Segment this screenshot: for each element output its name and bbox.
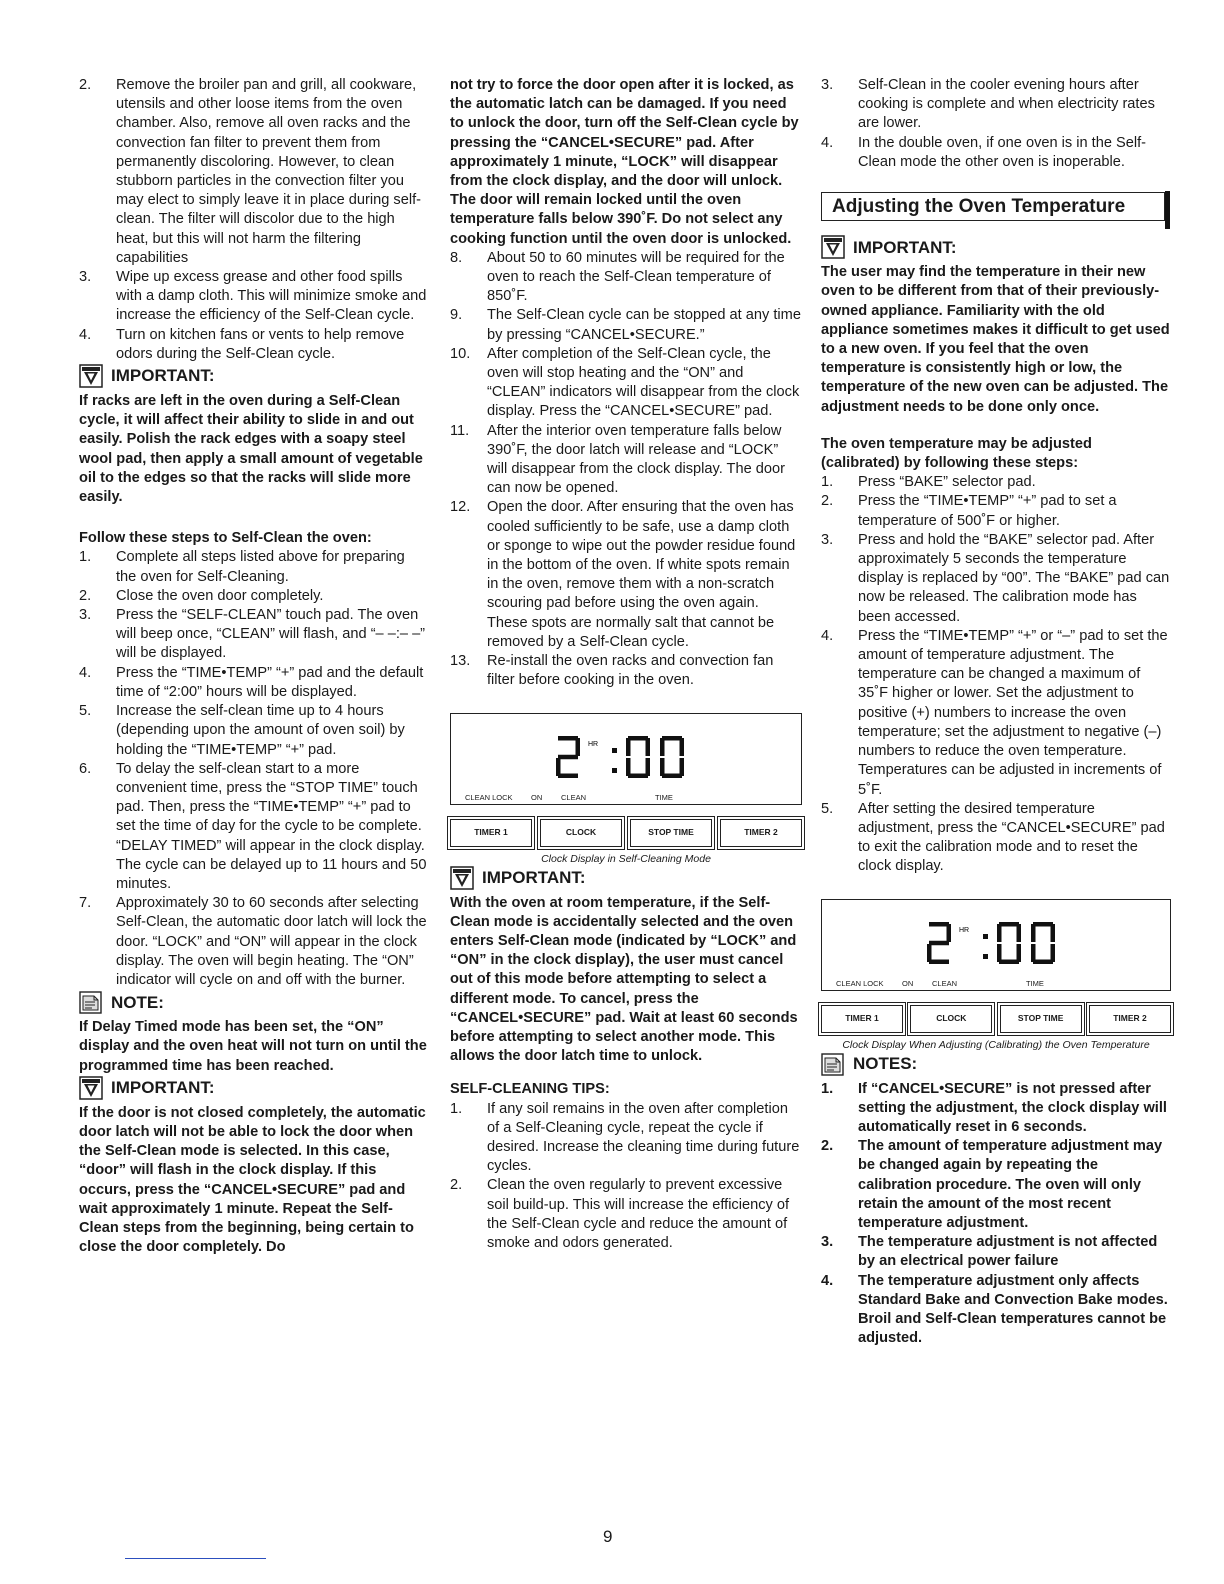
list-item-text: If any soil remains in the oven after completion of a Self-Cleaning cycle, repeat the cycle if desired. Increase the cleaning time during future cycles. bbox=[487, 1100, 800, 1175]
display-segment bbox=[558, 754, 578, 759]
list-item bbox=[821, 473, 1171, 492]
section-title-text: Adjusting the Oven Temperature bbox=[832, 196, 1126, 218]
indicator-time: TIME bbox=[1026, 978, 1044, 988]
display-colon-top bbox=[612, 748, 617, 753]
indicator-clean: CLEAN bbox=[932, 978, 958, 988]
list-item-text: Re-install the oven racks and convection fan filter before cooking in the oven. bbox=[487, 653, 774, 689]
display-segment bbox=[929, 940, 949, 945]
list-item-number: 2. bbox=[79, 77, 92, 93]
display-segment bbox=[1033, 922, 1053, 927]
list-item-number: 8. bbox=[450, 249, 463, 266]
list-item-text: The Self-Clean cycle can be stopped at any time by pressing “CANCEL•SECURE.” bbox=[487, 307, 801, 343]
important-label: IMPORTANT: bbox=[111, 1078, 215, 1098]
list-item-text: About 50 to 60 minutes will be required for the oven to reach the Self-Clean temperature of 850˚F. bbox=[487, 249, 785, 305]
calibration-notes bbox=[821, 1080, 1171, 1349]
list-item bbox=[821, 76, 1171, 134]
display-segment bbox=[927, 944, 932, 962]
important-icon bbox=[821, 235, 845, 259]
clock-button[interactable]: CLOCK bbox=[540, 819, 622, 847]
note-callout bbox=[79, 990, 427, 1014]
list-item-text: In the double oven, if one oven is in the Self-Clean mode the other oven is inoperable. bbox=[858, 134, 1147, 170]
list-item bbox=[79, 587, 427, 606]
display-segment bbox=[929, 959, 949, 964]
display-segment bbox=[662, 773, 682, 778]
list-item-text: Press the “TIME•TEMP” “+” pad to set a temperature of 500˚F or higher. bbox=[858, 493, 1117, 529]
list-item-number: 4. bbox=[821, 134, 834, 151]
display-segment bbox=[628, 773, 648, 778]
display-segment bbox=[556, 758, 561, 776]
clock-button[interactable]: CLOCK bbox=[910, 1005, 992, 1033]
display-segment bbox=[1051, 924, 1056, 942]
list-item-number: 3. bbox=[79, 269, 92, 286]
list-item bbox=[450, 652, 802, 690]
prep-list bbox=[79, 76, 427, 364]
list-item-number: 4. bbox=[821, 1272, 834, 1289]
display-segment bbox=[646, 758, 651, 776]
list-item-text: After completion of the Self-Clean cycle, the oven will stop heating and the “ON” and “CLEAN” indicators will disappear from the clock display. Press the “CANCEL•SECURE” pad. bbox=[487, 345, 800, 420]
list-item-number: 7. bbox=[79, 895, 92, 912]
list-item-text: Press “BAKE” selector pad. bbox=[858, 474, 1036, 491]
list-item-number: 2. bbox=[821, 493, 834, 510]
figure-caption-calibration: Clock Display When Adjusting (Calibrating) the Oven Temperature bbox=[842, 1038, 1150, 1051]
important-callout-room-temp bbox=[450, 866, 802, 890]
list-item bbox=[450, 498, 802, 652]
list-item-text: If “CANCEL•SECURE” is not pressed after setting the adjustment, the clock display will automatically reset in 6 seconds. bbox=[858, 1080, 1167, 1135]
list-item-text: To delay the self-clean start to a more convenient time, press the “STOP TIME” touch pad. Then, press the “TIME•TEMP” “+” pad to set the time of day for the cycle to be complete. “DELAY TIMED” will appear in the clock display. The cycle can be delayed up to 11 hours and 50 minutes. bbox=[116, 760, 427, 892]
note-icon bbox=[821, 1052, 845, 1076]
stop-time-button[interactable]: STOP TIME bbox=[630, 819, 712, 847]
list-item-text: Press the “TIME•TEMP” “+” pad and the default time of “2:00” hours will be displayed. bbox=[116, 664, 424, 700]
indicator-time: TIME bbox=[655, 792, 673, 802]
indicator-on: ON bbox=[531, 792, 543, 802]
display-segment bbox=[558, 736, 578, 741]
important-label: IMPORTANT: bbox=[482, 867, 586, 887]
clock-buttons-self-clean bbox=[450, 819, 802, 847]
important-callout-racks bbox=[79, 364, 427, 388]
list-item-number: 2. bbox=[79, 587, 92, 604]
list-item-number: 1. bbox=[450, 1100, 463, 1117]
list-item bbox=[821, 1080, 1171, 1138]
list-item-text: Self-Clean in the cooler evening hours after cooking is complete and when electricity rates are lower. bbox=[858, 77, 1155, 132]
list-item-number: 3. bbox=[821, 1234, 834, 1251]
display-segment bbox=[558, 773, 578, 778]
clock-buttons-calibration bbox=[821, 1005, 1171, 1033]
clock-display-self-clean bbox=[450, 713, 802, 805]
notes-label: NOTES: bbox=[853, 1053, 918, 1073]
list-item bbox=[79, 894, 427, 990]
display-colon-bottom bbox=[612, 768, 617, 773]
display-segment bbox=[662, 736, 682, 741]
list-item bbox=[821, 800, 1171, 877]
self-clean-steps-heading: Follow these steps to Self-Clean the oven: bbox=[79, 530, 372, 547]
stop-time-button[interactable]: STOP TIME bbox=[1000, 1005, 1082, 1033]
display-segment bbox=[626, 758, 631, 776]
timer1-button[interactable]: TIMER 1 bbox=[821, 1005, 903, 1033]
calibration-steps bbox=[821, 473, 1171, 876]
list-item-number: 1. bbox=[79, 549, 92, 566]
display-segment bbox=[660, 738, 665, 756]
note-icon bbox=[79, 990, 103, 1014]
column-left bbox=[79, 76, 427, 1257]
list-item bbox=[79, 326, 427, 364]
display-segment bbox=[999, 922, 1019, 927]
indicator-clean-lock: CLEAN LOCK bbox=[836, 978, 884, 988]
list-item-number: 5. bbox=[79, 703, 92, 720]
self-clean-steps-continued bbox=[450, 249, 802, 691]
self-clean-steps bbox=[79, 548, 427, 990]
list-item bbox=[450, 345, 802, 422]
clock-display-calibration bbox=[821, 899, 1171, 991]
indicator-on: ON bbox=[902, 978, 914, 988]
door-lock-continued-text: not try to force the door open after it is locked, as the automatic latch can be damaged. If you need to unlock the door, turn off the Self-Clean cycle by pressing the “CANCEL•SECURE” pad. After approximately 1 minute, “LOCK” will disappear from the clock display, and the door will unlock. The door will remain locked until the oven temperature falls below 390˚F. Do not select any cooking function until the oven door is unlocked. bbox=[450, 77, 799, 247]
list-item-number: 1. bbox=[821, 474, 834, 491]
list-item bbox=[821, 1233, 1171, 1271]
list-item-number: 9. bbox=[450, 307, 463, 324]
list-item-number: 4. bbox=[79, 664, 92, 681]
important-icon bbox=[79, 364, 103, 388]
list-item-number: 11. bbox=[450, 422, 470, 439]
list-item-text: Press the “TIME•TEMP” “+” or “–” pad to set the amount of temperature adjustment. The temperature can be changed a maximum of 35˚F higher or lower. Set the adjustment to positive (+) numbers to increase the oven temperature; set the adjustment to negative (–) numbers to reduce the oven temperature. Temperatures can be adjusted in increments of 5˚F. bbox=[858, 627, 1168, 798]
display-hr-label: HR bbox=[959, 926, 970, 934]
display-segment bbox=[997, 924, 1002, 942]
display-segment bbox=[1017, 924, 1022, 942]
list-item-text: Close the oven door completely. bbox=[116, 587, 324, 604]
display-digits bbox=[556, 736, 696, 788]
display-segment bbox=[997, 944, 1002, 962]
column-right bbox=[821, 76, 1171, 1348]
list-item-number: 13. bbox=[450, 653, 471, 670]
display-segment bbox=[1017, 944, 1022, 962]
list-item-number: 5. bbox=[821, 800, 834, 817]
list-item-number: 3. bbox=[821, 531, 834, 548]
display-segment bbox=[646, 738, 651, 756]
display-segment bbox=[929, 922, 949, 927]
display-segment bbox=[1033, 959, 1053, 964]
list-item bbox=[450, 1176, 802, 1253]
list-item-number: 3. bbox=[79, 607, 92, 624]
list-item-text: Increase the self-clean time up to 4 hours (depending upon the amount of oven soil) by holding the “TIME•TEMP” “+” pad. bbox=[116, 703, 405, 758]
list-item-number: 10. bbox=[450, 345, 471, 362]
self-cleaning-tips bbox=[450, 1100, 802, 1254]
section-title-bar bbox=[1165, 191, 1170, 229]
list-item-text: After the interior oven temperature falls below 390˚F, the door latch will release and “LOCK” will disappear from the clock display. The door can now be opened. bbox=[487, 422, 785, 497]
list-item-text: The amount of temperature adjustment may be changed again by repeating the calibration procedure. The oven will only retain the amount of the most recent temperature adjustment. bbox=[858, 1138, 1163, 1231]
display-hr-label: HR bbox=[588, 740, 599, 748]
list-item-number: 2. bbox=[450, 1177, 463, 1194]
note-text: If Delay Timed mode has been set, the “ON” display and the oven heat will not turn on until the programmed time has been reached. bbox=[79, 1019, 427, 1074]
important-callout-temperature bbox=[821, 235, 1171, 259]
list-item-number: 3. bbox=[821, 77, 834, 93]
display-segment bbox=[999, 959, 1019, 964]
page-number: 9 bbox=[603, 1527, 613, 1546]
list-item-text: The temperature adjustment only affects Standard Bake and Convection Bake modes. Broil and Self-Clean temperatures cannot be adjusted. bbox=[858, 1272, 1168, 1347]
timer2-button[interactable]: TIMER 2 bbox=[720, 819, 802, 847]
section-title-adjusting-temperature bbox=[821, 192, 1165, 221]
important-icon bbox=[450, 866, 474, 890]
list-item bbox=[450, 306, 802, 344]
list-item bbox=[821, 134, 1171, 172]
list-item bbox=[450, 422, 802, 499]
list-item bbox=[821, 627, 1171, 800]
display-segment bbox=[680, 758, 685, 776]
list-item bbox=[79, 606, 427, 664]
list-item-text: Clean the oven regularly to prevent excessive soil build-up. This will increase the efficiency of the Self-Clean cycle and reduce the amount of smoke and odors generated. bbox=[487, 1177, 790, 1251]
self-cleaning-tips-heading: SELF-CLEANING TIPS: bbox=[450, 1081, 610, 1098]
timer2-button[interactable]: TIMER 2 bbox=[1089, 1005, 1171, 1033]
timer1-button[interactable]: TIMER 1 bbox=[450, 819, 532, 847]
self-cleaning-tips-continued bbox=[821, 76, 1171, 172]
important-label: IMPORTANT: bbox=[111, 366, 215, 386]
list-item-text: Open the door. After ensuring that the oven has cooled sufficiently to be safe, use a damp cloth or sponge to wipe out the powder residue found in the bottom of the oven. If white spots remain in the oven, remove them with a non-scratch scouring pad before using the oven again. These spots are normally salt that cannot be removed by a Self-Clean cycle. bbox=[487, 499, 796, 650]
indicator-clean-lock: CLEAN LOCK bbox=[465, 792, 513, 802]
display-segment bbox=[1031, 924, 1036, 942]
important-text-racks: If racks are left in the oven during a Self-Clean cycle, it will affect their ability to slide in and out easily. Polish the rack edges with a soapy steel wool pad, then apply a small amount of vegetable oil to the edges so that the racks will slide more easily. bbox=[79, 393, 423, 506]
calibration-steps-heading: The oven temperature may be adjusted (calibrated) by following these steps: bbox=[821, 435, 1092, 472]
important-label: IMPORTANT: bbox=[853, 237, 957, 257]
list-item-number: 1. bbox=[821, 1080, 834, 1097]
list-item-number: 4. bbox=[79, 326, 92, 343]
list-item-text: Turn on kitchen fans or vents to help remove odors during the Self-Clean cycle. bbox=[116, 326, 405, 362]
important-text-temperature: The user may find the temperature in their new oven to be different from that of their previously-owned appliance. Familiarity with the old appliance sometimes makes it difficult to get used to a new oven. If you feel that the oven temperature is consistently high or low, the temperature of the new oven can be adjusted. The adjustment needs to be done only once. bbox=[821, 264, 1170, 415]
list-item-number: 12. bbox=[450, 499, 471, 516]
list-item-text: Remove the broiler pan and grill, all cookware, utensils and other loose items from the oven chamber. Also, remove all oven racks and the convection fan filter to prevent them from permanently discoloring. However, to clean stubborn particles in the convection filter you may elect to simply leave it in place during self-clean. The filter will discolor due to the high heat, but this will not harm the filtering capabilities bbox=[116, 77, 421, 266]
important-icon bbox=[79, 1076, 103, 1100]
important-callout-door bbox=[79, 1076, 427, 1100]
list-item bbox=[79, 760, 427, 894]
list-item-text: After setting the desired temperature adjustment, press the “CANCEL•SECURE” pad to exit the calibration mode and to reset the clock display. bbox=[858, 800, 1165, 875]
list-item bbox=[821, 1137, 1171, 1233]
important-text-door: If the door is not closed completely, the automatic door latch will not be able to lock the door when the Self-Clean mode is selected. In this case, “door” will flash in the clock display. If this occurs, press the “CANCEL•SECURE” pad and wait approximately 1 minute. Repeat the Self-Clean steps from the beginning, being certain to close the door completely. Do bbox=[79, 1104, 426, 1256]
list-item-text: Press the “SELF-CLEAN” touch pad. The oven will beep once, “CLEAN” will flash, and “– –:– –” will be displayed. bbox=[116, 607, 426, 662]
important-text-room-temp: With the oven at room temperature, if the Self-Clean mode is accidentally selected and the oven enters Self-Clean mode (indicated by “LOCK” and “ON” in the clock display), the user must cancel out of this mode before attempting to select a different mode. To cancel, press the “CANCEL•SECURE” pad. Wait at least 60 seconds before attempting to select another mode. This allows the door latch time to unlock. bbox=[450, 894, 798, 1065]
list-item-text: The temperature adjustment is not affected by an electrical power failure bbox=[858, 1234, 1158, 1270]
list-item bbox=[821, 531, 1171, 627]
display-digits bbox=[927, 922, 1067, 974]
list-item-text: Complete all steps listed above for preparing the oven for Self-Cleaning. bbox=[116, 549, 405, 585]
list-item bbox=[821, 492, 1171, 530]
list-item-text: Approximately 30 to 60 seconds after selecting Self-Clean, the automatic door latch will lock the door. “LOCK” and “ON” will appear in the clock display. The oven will begin heating. The “ON” indicator will cycle on and off with the burner. bbox=[116, 895, 427, 988]
list-item bbox=[79, 76, 427, 268]
indicator-clean: CLEAN bbox=[561, 792, 587, 802]
display-segment bbox=[1051, 944, 1056, 962]
list-item-text: Wipe up excess grease and other food spills with a damp cloth. This will minimize smoke and increase the efficiency of the Self-Clean cycle. bbox=[116, 269, 427, 324]
display-segment bbox=[628, 736, 648, 741]
display-segment bbox=[947, 924, 952, 942]
display-segment bbox=[680, 738, 685, 756]
display-colon-bottom bbox=[983, 954, 988, 959]
list-item-number: 6. bbox=[79, 760, 92, 777]
figure-caption-self-clean: Clock Display in Self-Cleaning Mode bbox=[541, 852, 711, 865]
list-item-number: 4. bbox=[821, 627, 834, 644]
list-item bbox=[450, 249, 802, 307]
list-item-text: Press and hold the “BAKE” selector pad. After approximately 5 seconds the temperature display is replaced by “00”. The “BAKE” pad can now be released. The calibration mode has been accessed. bbox=[858, 531, 1170, 625]
display-segment bbox=[626, 738, 631, 756]
display-segment bbox=[576, 738, 581, 756]
list-item bbox=[79, 548, 427, 586]
list-item-number: 2. bbox=[821, 1138, 834, 1155]
display-segment bbox=[1031, 944, 1036, 962]
list-item bbox=[79, 702, 427, 760]
display-segment bbox=[660, 758, 665, 776]
column-middle bbox=[450, 76, 802, 1253]
footer-rule bbox=[125, 1558, 266, 1559]
list-item bbox=[821, 1272, 1171, 1349]
note-label: NOTE: bbox=[111, 992, 164, 1012]
list-item bbox=[79, 664, 427, 702]
list-item bbox=[79, 268, 427, 326]
list-item bbox=[450, 1100, 802, 1177]
display-colon-top bbox=[983, 934, 988, 939]
notes-callout bbox=[821, 1052, 1171, 1076]
